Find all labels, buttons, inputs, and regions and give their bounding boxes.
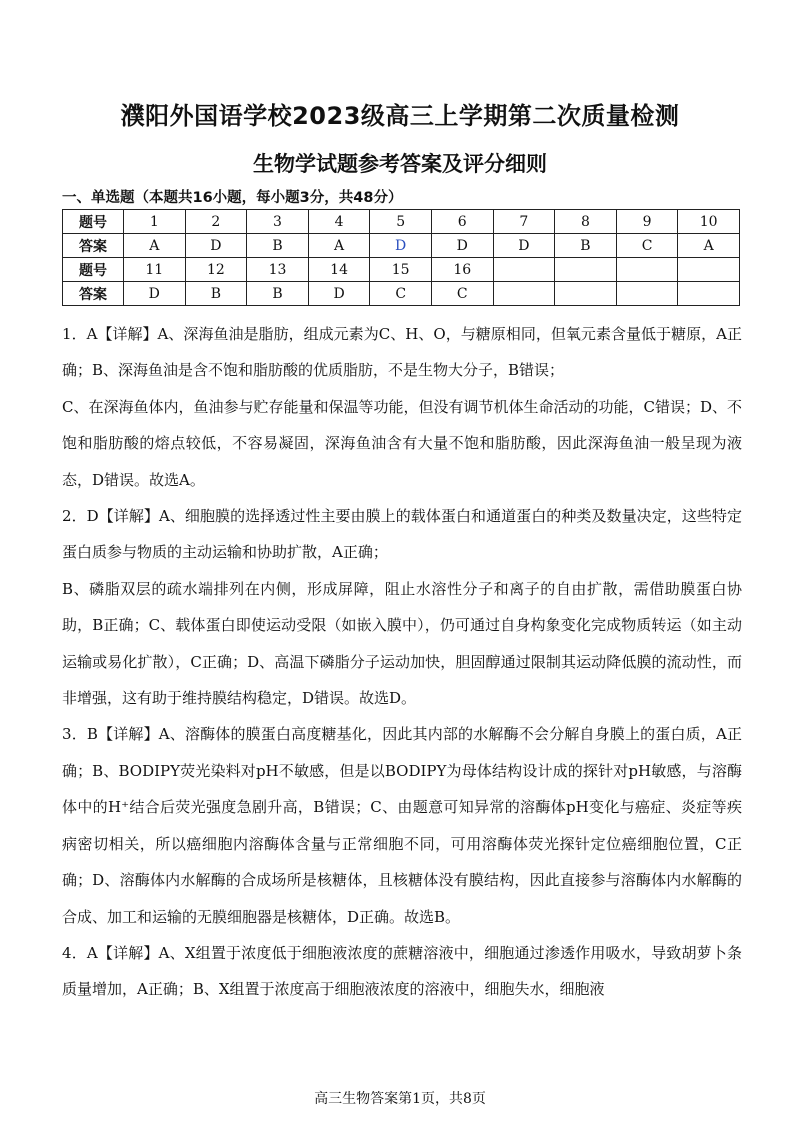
row-label: 答案 [63,234,124,258]
answer-cell: C [616,234,678,258]
explanation-paragraph: 2．D【详解】A、细胞膜的选择透过性主要由膜上的载体蛋白和通道蛋白的种类及数量决定，这些特定蛋白质参与物质的主动运输和协助扩散，A正确； [62,507,742,562]
explanation-paragraph: 1．A【详解】A、深海鱼油是脂肪，组成元素为C、H、O，与糖原相同，但氧元素含量低于糖原，A正确；B、深海鱼油是含不饱和脂肪酸的优质脂肪，不是生物大分子，B错误； [62,325,742,380]
empty-cell [678,282,740,306]
answer-cell: B [555,234,617,258]
page-title: 濮阳外国语学校2023级高三上学期第二次质量检测 [120,102,680,130]
question-number: 1 [124,210,186,234]
empty-cell [616,282,678,306]
answer-cell: D [493,234,555,258]
answer-cell: B [247,282,309,306]
answer-cell: D [431,234,493,258]
question-number: 10 [678,210,740,234]
answer-cell: D [185,234,247,258]
question-number: 9 [616,210,678,234]
answer-cell: B [185,282,247,306]
empty-cell [555,282,617,306]
answer-cell: A [124,234,186,258]
table-row [63,258,740,282]
question-number: 14 [308,258,370,282]
answer-cell: D [124,282,186,306]
explanation-paragraph: 3．B【详解】A、溶酶体的膜蛋白高度糖基化，因此其内部的水解酶不会分解自身膜上的蛋白质，A正确；B、BODIPY荧光染料对pH不敏感，但是以BODIPY为母体结构设计成的探针对pH敏感，与溶酶体中的H⁺结合后荧光强度急剧升高，B错误；C、由题意可知异常的溶酶体pH变化与癌症、炎症等疾病密切相关，所以癌细胞内溶酶体含量与正常细胞不同，可用溶酶体荧光探针定位癌细胞位置，C正确；D、溶酶体内水解酶的合成场所是核糖体，且核糖体没有膜结构，因此直接参与溶酶体内水解酶的合成、加工和运输的无膜细胞器是核糖体，D正确。故选B。 [62,725,742,926]
empty-cell [616,258,678,282]
table-row [63,234,740,258]
empty-cell [493,258,555,282]
answer-table [62,209,740,306]
answer-cell: B [247,234,309,258]
answer-cell: C [431,282,493,306]
page-footer: 高三生物答案第1页，共8页 [314,1091,486,1107]
answer-cell: C [370,282,432,306]
explanation-paragraph: C、在深海鱼体内，鱼油参与贮存能量和保温等功能，但没有调节机体生命活动的功能，C错误；D、不饱和脂肪酸的熔点较低，不容易凝固，深海鱼油含有大量不饱和脂肪酸，因此深海鱼油一般呈现为液态，D错误。故选A。 [62,397,742,489]
empty-cell [678,258,740,282]
row-label: 题号 [63,258,124,282]
page-subtitle: 生物学试题参考答案及评分细则 [253,152,547,176]
question-number: 5 [370,210,432,234]
empty-cell [493,282,555,306]
question-number: 12 [185,258,247,282]
question-number: 13 [247,258,309,282]
question-number: 16 [431,258,493,282]
answer-cell: A [678,234,740,258]
question-number: 11 [124,258,186,282]
question-number: 15 [370,258,432,282]
table-row [63,210,740,234]
explanation-paragraph: B、磷脂双层的疏水端排列在内侧，形成屏障，阻止水溶性分子和离子的自由扩散，需借助膜蛋白协助，B正确；C、载体蛋白即使运动受限（如嵌入膜中），仍可通过自身构象变化完成物质转运（如主动运输或易化扩散），C正确；D、高温下磷脂分子运动加快，胆固醇通过限制其运动降低膜的流动性，而非增强，这有助于维持膜结构稳定，D错误。故选D。 [62,579,742,708]
answer-cell: D [370,234,432,258]
question-number: 7 [493,210,555,234]
answer-cell: A [308,234,370,258]
table-row [63,282,740,306]
explanations [62,316,742,1008]
row-label: 题号 [63,210,124,234]
empty-cell [555,258,617,282]
section-heading: 一、单选题（本题共16小题，每小题3分，共48分） [62,190,403,206]
question-number: 3 [247,210,309,234]
question-number: 4 [308,210,370,234]
question-number: 8 [555,210,617,234]
row-label: 答案 [63,282,124,306]
explanation-paragraph: 4．A【详解】A、X组置于浓度低于细胞液浓度的蔗糖溶液中，细胞通过渗透作用吸水，导致胡萝卜条质量增加，A正确；B、X组置于浓度高于细胞液浓度的溶液中，细胞失水，细胞液 [62,943,742,999]
question-number: 2 [185,210,247,234]
question-number: 6 [431,210,493,234]
answer-cell: D [308,282,370,306]
